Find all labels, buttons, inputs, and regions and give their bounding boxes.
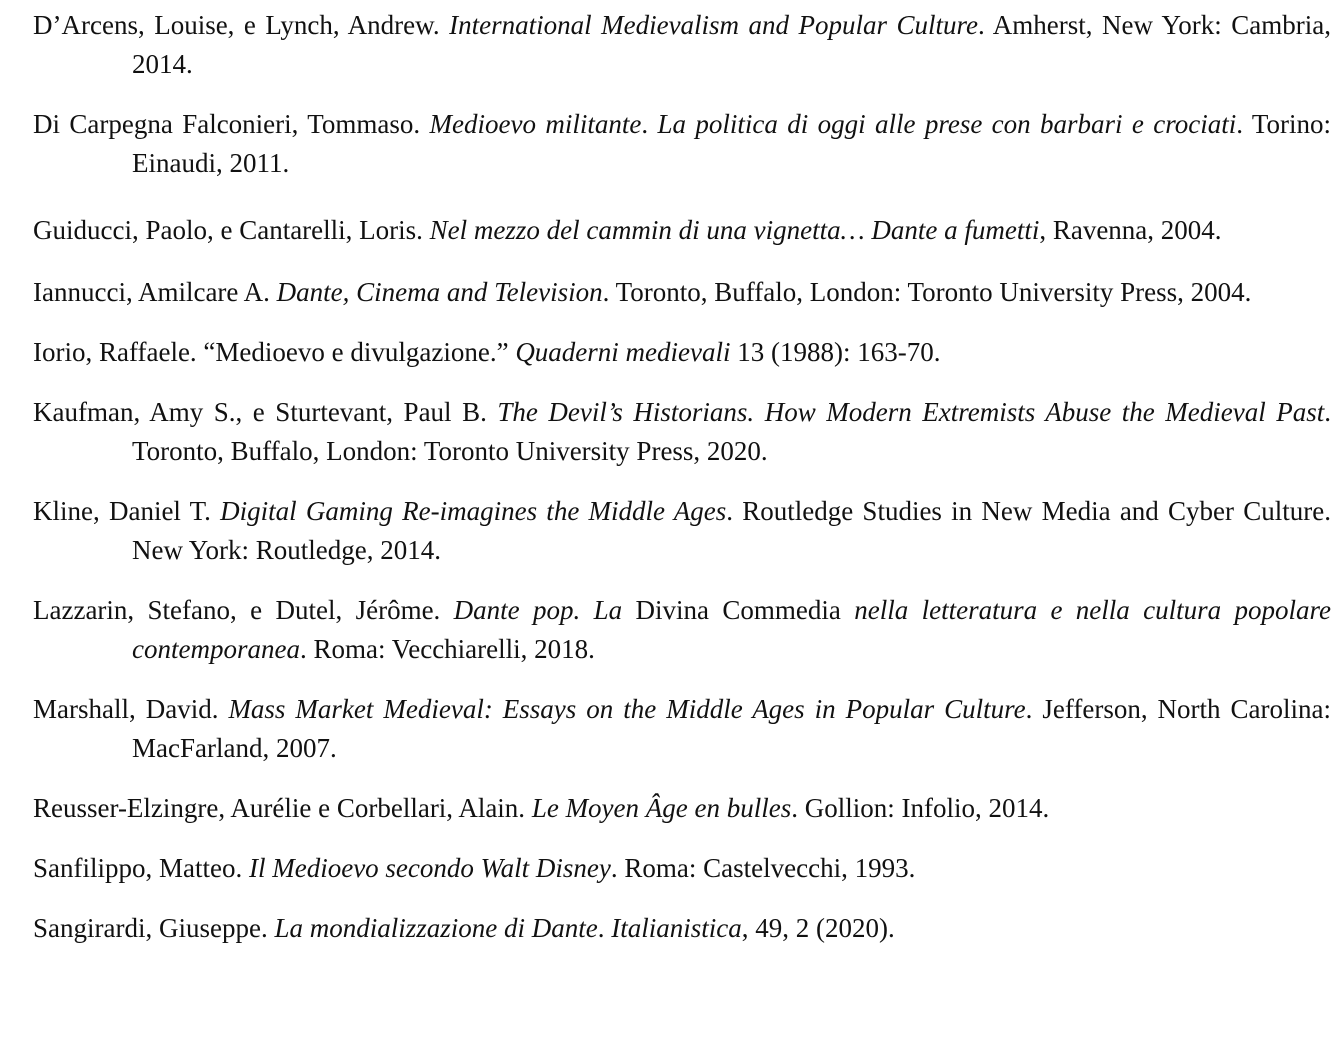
bibliography-entry-lazzarin-dutel xyxy=(33,591,1331,669)
entry-text: . Gollion: Infolio, 2014. xyxy=(791,793,1050,823)
bibliography-list xyxy=(33,6,1331,948)
entry-text: Kline, Daniel T. xyxy=(33,496,221,526)
bibliography-entry-kline xyxy=(33,492,1331,570)
entry-title: International Medievalism and Popular Culture xyxy=(449,10,979,40)
entry-text: . Routledge Studies in New Media and Cyber Culture. New York: Routledge, 2014. xyxy=(132,496,1331,565)
bibliography-entry-kaufman-sturtevant xyxy=(33,393,1331,471)
entry-journal: Quaderni medievali xyxy=(515,337,731,367)
entry-title: Mass Market Medieval: Essays on the Middle Ages in Popular Culture xyxy=(228,694,1026,724)
entry-text: D’Arcens, Louise, e Lynch, Andrew. xyxy=(33,10,450,40)
entry-text: Iannucci, Amilcare A. xyxy=(33,277,277,307)
entry-text: Reusser-Elzingre, Aurélie e Corbellari, Alain. xyxy=(33,793,532,823)
entry-text: . Toronto, Buffalo, London: Toronto University Press, 2004. xyxy=(602,277,1252,307)
entry-text: , 49, 2 (2020). xyxy=(741,913,895,943)
entry-text: Iorio, Raffaele. “Medioevo e divulgazione.” xyxy=(33,337,516,367)
entry-work-title: Divina Commedia xyxy=(635,595,841,625)
bibliography-entry-darcens-lynch xyxy=(33,6,1331,84)
bibliography-entry-di-carpegna-falconieri xyxy=(33,105,1331,183)
entry-text: , Ravenna, 2004. xyxy=(1039,215,1222,245)
entry-title: The Devil’s Historians. How Modern Extremists Abuse the Medieval Past xyxy=(497,397,1325,427)
entry-subtitle: La politica di oggi alle prese con barbari e crociati xyxy=(657,109,1237,139)
entry-title: Le Moyen Âge en bulles xyxy=(531,793,792,823)
entry-text: Sangirardi, Giuseppe. xyxy=(33,913,275,943)
entry-title: Nel mezzo del cammin di una vignetta… Dante a fumetti xyxy=(429,215,1040,245)
bibliography-entry-marshall xyxy=(33,690,1331,768)
entry-title: Dante, Cinema and Television xyxy=(276,277,603,307)
entry-title-continuation: nella letteratura e nella cultura popolare contemporanea xyxy=(132,595,1332,664)
bibliography-entry-iannucci xyxy=(33,273,1331,312)
bibliography-entry-sanfilippo xyxy=(33,849,1331,888)
entry-text: . Jefferson, North Carolina: MacFarland, 2007. xyxy=(132,694,1332,763)
entry-text: Marshall, David. xyxy=(33,694,229,724)
entry-text: Kaufman, Amy S., e Sturtevant, Paul B. xyxy=(33,397,498,427)
entry-title: Il Medioevo secondo Walt Disney xyxy=(248,853,611,883)
entry-title: Medioevo militante xyxy=(429,109,642,139)
entry-title: Digital Gaming Re-imagines the Middle Ages xyxy=(220,496,727,526)
entry-text: . Toronto, Buffalo, London: Toronto University Press, 2020. xyxy=(132,397,1331,466)
entry-text: . Roma: Vecchiarelli, 2018. xyxy=(299,634,595,664)
entry-text: . Amherst, New York: Cambria, 2014. xyxy=(132,10,1332,79)
entry-text: . Torino: Einaudi, 2011. xyxy=(132,109,1332,178)
entry-text: Lazzarin, Stefano, e Dutel, Jérôme. xyxy=(33,595,454,625)
entry-text: Sanfilippo, Matteo. xyxy=(33,853,249,883)
bibliography-entry-guiducci-cantarelli xyxy=(33,208,1331,252)
entry-title: La mondializzazione di Dante xyxy=(274,913,598,943)
bibliography-entry-iorio xyxy=(33,333,1331,372)
entry-text: . xyxy=(641,109,658,139)
entry-text: . xyxy=(597,913,612,943)
bibliography-entry-sangirardi xyxy=(33,909,1331,948)
entry-text: . Roma: Castelvecchi, 1993. xyxy=(610,853,916,883)
entry-text: 13 (1988): 163-70. xyxy=(730,337,941,367)
entry-journal: Italianistica xyxy=(611,913,742,943)
entry-text: Guiducci, Paolo, e Cantarelli, Loris. xyxy=(33,215,430,245)
entry-title: Dante pop. La xyxy=(453,595,636,625)
entry-text: Di Carpegna Falconieri, Tommaso. xyxy=(33,109,430,139)
bibliography-entry-reusser-elzingre-corbellari xyxy=(33,789,1331,828)
